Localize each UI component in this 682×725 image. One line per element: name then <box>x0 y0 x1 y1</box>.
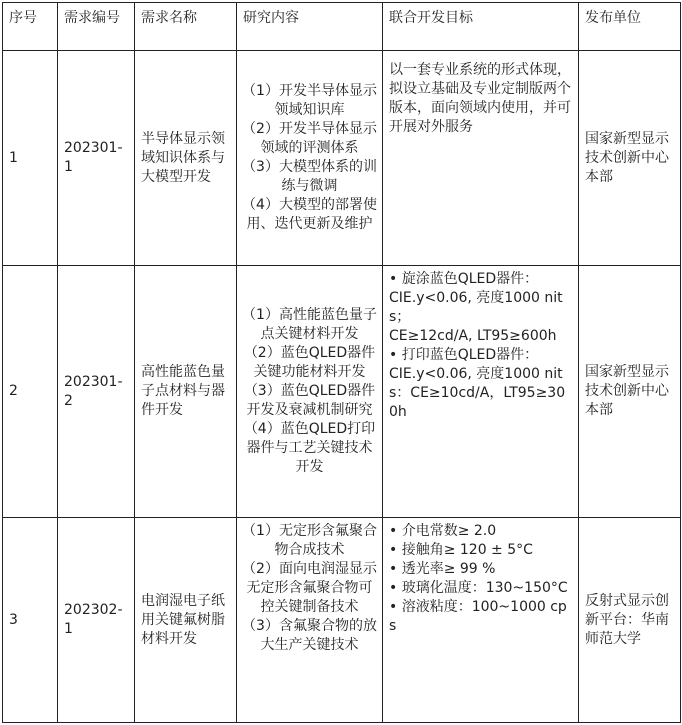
goal-line: • 接触角≥ 120 ± 5°C <box>389 542 533 558</box>
cell-name: 电润湿电子纸用关键氟树脂材料开发 <box>135 518 237 723</box>
goal-line: CIE.y<0.06, 亮度1000 nits； <box>389 290 563 325</box>
cell-unit: 反射式显示创新平台：华南师范大学 <box>579 518 681 723</box>
cell-unit: 国家新型显示技术创新中心本部 <box>579 51 681 266</box>
goal-line: • 溶液粘度：100~1000 cps <box>389 599 567 634</box>
cell-research <box>237 266 383 518</box>
goal-line: • 透光率≥ 99 % <box>389 561 496 577</box>
header-research: 研究内容 <box>237 3 383 51</box>
research-item: （3）大模型体系的训练与微调 <box>242 159 377 194</box>
research-item: （2）蓝色QLED器件关键功能材料开发 <box>243 345 376 380</box>
header-row <box>3 3 681 51</box>
research-item: （1）开发半导体显示领域知识库 <box>242 83 377 118</box>
cell-code: 202301-1 <box>58 51 135 266</box>
goal-line: • 旋涂蓝色QLED器件： <box>389 271 539 287</box>
cell-code: 202301-2 <box>58 266 135 518</box>
cell-unit: 国家新型显示技术创新中心本部 <box>579 266 681 518</box>
research-item: （2）面向电润湿显示无定形含氟聚合物可控关键制备技术 <box>242 561 377 615</box>
goal-text: 以一套专业系统的形式体现，拟设立基础及专业定制版两个版本，面向领域内使用，并可开展对外服务 <box>389 62 571 135</box>
goal-line: • 介电常数≥ 2.0 <box>389 523 497 539</box>
cell-code: 202302-1 <box>58 518 135 723</box>
cell-no: 1 <box>3 51 58 266</box>
research-item: （3）含氟聚合物的放大生产关键技术 <box>242 618 377 653</box>
table-row <box>3 266 681 518</box>
research-item: （2）开发半导体显示领域的评测体系 <box>242 121 377 156</box>
cell-goal <box>383 518 579 723</box>
cell-research <box>237 518 383 723</box>
header-name: 需求名称 <box>135 3 237 51</box>
cell-research <box>237 51 383 266</box>
research-item: （4）蓝色QLED打印器件与工艺关键技术开发 <box>243 421 376 475</box>
header-code: 需求编号 <box>58 3 135 51</box>
goal-line: • 打印蓝色QLED器件： <box>389 347 539 363</box>
table-row <box>3 51 681 266</box>
research-item: （1）高性能蓝色量子点关键材料开发 <box>242 307 377 342</box>
goal-line: • 玻璃化温度：130~150°C <box>389 580 568 596</box>
cell-no: 2 <box>3 266 58 518</box>
cell-no: 3 <box>3 518 58 723</box>
header-no: 序号 <box>3 3 58 51</box>
goal-line: CIE.y<0.06, 亮度1000 nits：CE≥10cd/A，LT95≥300h <box>389 366 566 420</box>
cell-name: 高性能蓝色量子点材料与器件开发 <box>135 266 237 518</box>
research-item: （4）大模型的部署使用、迭代更新及维护 <box>242 197 377 232</box>
goal-line: CE≥12cd/A, LT95≥600h <box>389 328 557 344</box>
table-row <box>3 518 681 723</box>
header-goal: 联合开发目标 <box>383 3 579 51</box>
research-item: （1）无定形含氟聚合物合成技术 <box>242 523 377 558</box>
cell-goal <box>383 266 579 518</box>
cell-name: 半导体显示领域知识体系与大模型开发 <box>135 51 237 266</box>
research-item: （3）蓝色QLED器件开发及衰减机制研究 <box>243 383 376 418</box>
header-unit: 发布单位 <box>579 3 681 51</box>
requirements-table <box>2 2 681 723</box>
cell-goal <box>383 51 579 266</box>
